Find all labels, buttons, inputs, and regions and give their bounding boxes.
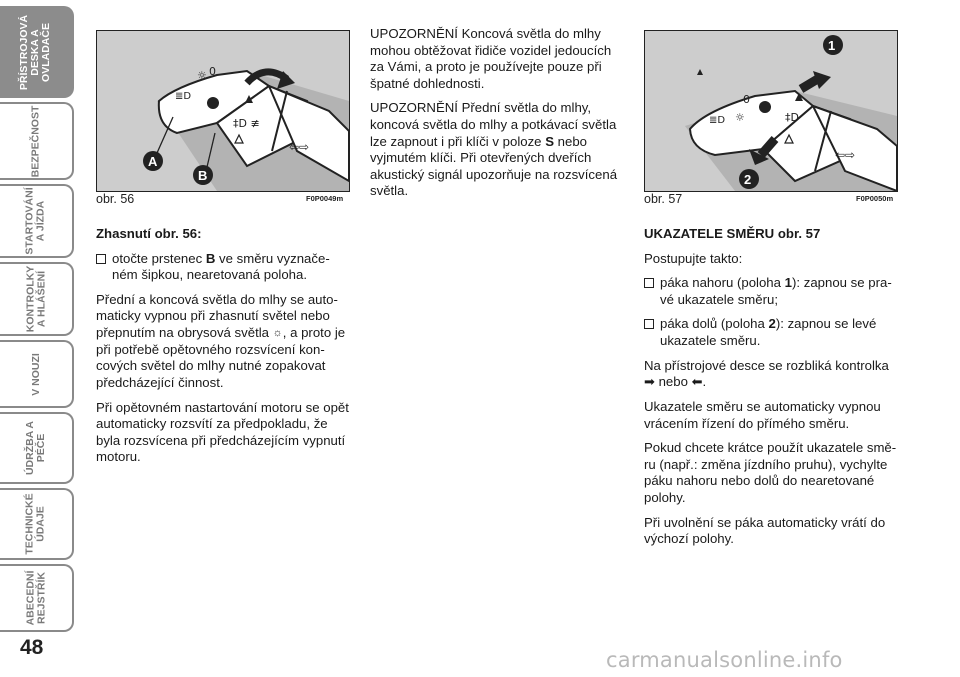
- tab-label: STARTOVÁNÍ A JÍZDA: [24, 187, 47, 255]
- tab-label: BEZPEČNOST: [29, 105, 42, 177]
- figure-57-code: F0P0050m: [856, 194, 894, 203]
- warning-label: UPOZORNĚNÍ: [370, 26, 458, 41]
- chapter-sidebar: [0, 0, 80, 640]
- figure-57-indicator-stalk: [644, 30, 898, 192]
- zero-symbol: 0: [209, 65, 216, 78]
- figure-56-code: F0P0049m: [306, 194, 344, 203]
- svg-text:‡D ≢: ‡D ≢: [233, 117, 260, 130]
- stalk-illustration: [97, 31, 349, 191]
- paragraph: Pokud chcete krátce použít ukazatele směru (např.: změna jízdního pruhu), vychylte páku nahoru nebo dolů do nearetované polohy.: [644, 440, 897, 505]
- page-number: 48: [20, 636, 44, 659]
- checkbox-bullet-icon: [644, 278, 654, 288]
- svg-text:☼: ☼: [735, 111, 745, 124]
- paragraph: Ukazatele směru se automaticky vypnou vrácením řízení do přímého směru.: [644, 398, 881, 431]
- column-turn-signals: [644, 226, 898, 556]
- tab-kontrolky[interactable]: [0, 262, 74, 336]
- paragraph: Postupujte takto:: [644, 250, 743, 266]
- section-heading: UKAZATELE SMĚRU obr. 57: [644, 226, 821, 241]
- svg-text:‡D: ‡D: [785, 111, 799, 124]
- figure-56-light-stalk: [96, 30, 350, 192]
- left-arrow-icon: ⬅: [691, 374, 703, 390]
- svg-text:⇦⇨: ⇦⇨: [835, 148, 856, 162]
- right-arrow-icon: ➡: [644, 374, 655, 390]
- label-position-2: 2: [744, 172, 752, 187]
- label-a: A: [148, 154, 158, 169]
- tab-label: ÚDRŽBA A PÉČE: [24, 420, 47, 476]
- tab-startovani[interactable]: [0, 184, 74, 258]
- svg-text:≣D: ≣D: [175, 91, 192, 102]
- svg-text:≣D: ≣D: [709, 115, 726, 126]
- tab-udrzba[interactable]: [0, 412, 74, 484]
- list-item: páka nahoru (poloha 1): zapnou se pravé ukazatele směru;: [644, 275, 898, 308]
- stalk-illustration: [645, 31, 897, 191]
- svg-text:⇦⇨: ⇦⇨: [289, 140, 310, 154]
- checkbox-bullet-icon: [96, 254, 106, 264]
- label-b: B: [198, 168, 208, 183]
- checkbox-bullet-icon: [644, 319, 654, 329]
- paragraph: Při opětovném nastartování motoru se opět automaticky rozsvítí za předpokladu, že byla rozsvícena při předcházejícím vypnutí motoru.: [96, 399, 349, 465]
- list-item: páka dolů (poloha 2): zapnou se levé ukazatele směru.: [644, 316, 898, 349]
- tab-abecedni-rejstrik[interactable]: [0, 564, 74, 632]
- tab-label: V NOUZI: [29, 352, 42, 396]
- sidelight-icon: ☼: [272, 327, 283, 340]
- figure-57-caption: obr. 57: [644, 192, 683, 206]
- tab-label: PŘÍSTROJOVÁ DESKA A OVLADAČE: [18, 14, 53, 90]
- tab-label: ABECEDNÍ REJSTŘÍK: [24, 570, 47, 626]
- list-item: otočte prstenec B ve směru vyznačeném šipkou, nearetovaná poloha.: [96, 251, 350, 284]
- paragraph: Na přístrojové desce se rozbliká kontrolka ➡ nebo ⬅.: [644, 357, 889, 390]
- warning-paragraph: UPOZORNĚNÍ Koncová světla do mlhy mohou obtěžovat řidiče vozidel jedoucích za Vámi, a proto je používejte pouze při špatné dohlednosti.: [370, 26, 612, 91]
- tab-technicke-udaje[interactable]: [0, 488, 74, 560]
- paragraph: Při uvolnění se páka automaticky vrátí do výchozí polohy.: [644, 514, 886, 547]
- column-fog-lights-off: [96, 226, 350, 474]
- tab-pristrojova-deska[interactable]: [0, 6, 74, 98]
- warning-label: UPOZORNĚNÍ: [370, 100, 458, 116]
- tab-bezpecnost[interactable]: [0, 102, 74, 180]
- warning-paragraph: UPOZORNĚNÍ Přední světla do mlhy, koncová světla do mlhy a potkávací světla lze zapnout i při klíči v poloze S nebo vyjmutém klíči. Při otevřených dveřích akustický signál upozorňuje na rozsvícená světla.: [370, 100, 618, 199]
- tab-label: KONTROLKY A HLÁŠENÍ: [24, 265, 47, 333]
- zero-symbol: 0: [743, 93, 750, 106]
- svg-text:☼: ☼: [197, 69, 207, 82]
- tab-v-nouzi[interactable]: [0, 340, 74, 408]
- label-position-1: 1: [828, 38, 836, 53]
- paragraph: Přední a koncová světla do mlhy se automaticky vypnou při zhasnutí světel nebo přepnutím na obrysová světla ☼, a proto je při potřebě opětovného rozsvícení koncových světel do mlhy nutné zopakovat předcházející činnost.: [96, 291, 346, 390]
- tab-label: TECHNICKÉ ÚDAJE: [23, 493, 47, 555]
- column-warnings: [370, 26, 624, 208]
- figure-56-caption: obr. 56: [96, 192, 135, 206]
- watermark: carmanualsonline.info: [606, 648, 843, 672]
- section-heading: Zhasnutí obr. 56:: [96, 226, 202, 241]
